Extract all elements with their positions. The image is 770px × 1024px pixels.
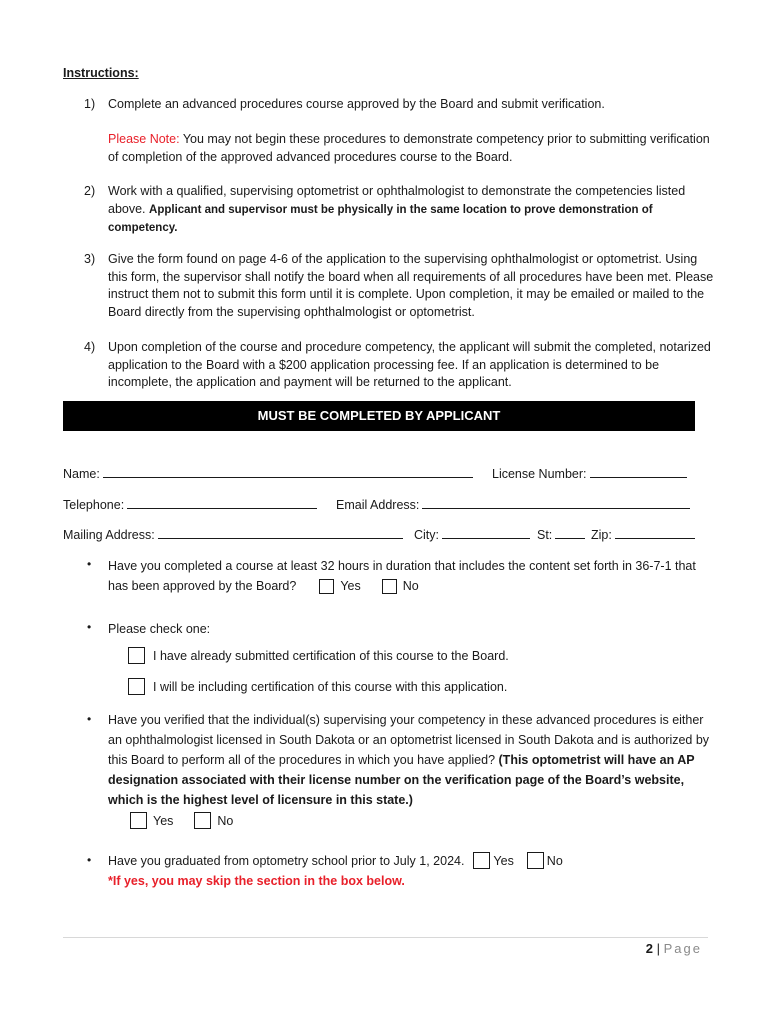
q1-yes-label: Yes	[340, 579, 361, 593]
q4-yes-label: Yes	[493, 854, 514, 868]
state-label: St:	[537, 528, 553, 542]
item-text: Give the form found on page 4-6 of the application to the supervising ophthalmologist or optometrist. Using this form, the supervisor shall notify the board when all requirements of all procedures have been met. Please instruct them not to submit this form until it is complete. Upon completion, it may be emailed or mailed to the Board directly from the supervising ophthalmologist or optometrist.	[108, 252, 714, 319]
email-input-line[interactable]	[422, 496, 690, 509]
item-number: 2)	[84, 184, 96, 198]
bullet-icon: •	[87, 712, 92, 726]
item-text-bold: Applicant and supervisor must be physically in the same location to prove demonstration of competency.	[108, 203, 653, 234]
email-label: Email Address:	[336, 498, 420, 512]
zip-field[interactable]	[591, 526, 695, 542]
instruction-item-1	[84, 96, 714, 114]
question-supervisor-verified	[108, 710, 718, 810]
mailing-address-field[interactable]	[63, 526, 403, 542]
q2-including-checkbox[interactable]	[128, 678, 145, 695]
telephone-field[interactable]	[63, 496, 317, 512]
q3-yes-checkbox[interactable]	[130, 812, 147, 829]
q4-no-label: No	[546, 854, 563, 868]
email-field[interactable]	[336, 496, 690, 512]
item-text: Complete an advanced procedures course approved by the Board and submit verification.	[108, 97, 605, 111]
q1-yes-checkbox[interactable]	[319, 579, 334, 594]
q2-option-including[interactable]	[128, 678, 507, 695]
skip-warning: *If yes, you may skip the section in the box below.	[108, 874, 405, 888]
instructions-title: Instructions:	[63, 66, 139, 80]
question-text: Have you completed a course at least 32 hours in duration that includes the content set forth in 36-7-1 that has been approved by the Board?	[108, 559, 696, 593]
license-number-field[interactable]	[492, 465, 687, 481]
state-field[interactable]	[537, 526, 585, 542]
item-number: 4)	[84, 340, 96, 354]
applicant-section-banner: MUST BE COMPLETED BY APPLICANT	[63, 401, 695, 431]
instruction-item-3	[84, 251, 714, 321]
item-text-normal: Work with a qualified, supervising optometrist or ophthalmologist to demonstrate the competencies listed above.	[108, 184, 686, 216]
question-text: Have you graduated from optometry school prior to July 1, 2024.	[108, 854, 465, 868]
question-bold-text: (This optometrist will have an AP designation associated with their license number on the verification page of the Board’s website, which is the highest level of licensure in this state.)	[108, 753, 695, 807]
page-label: Page	[663, 941, 702, 956]
city-field[interactable]	[414, 526, 530, 542]
instruction-item-4	[84, 339, 714, 392]
question-check-one: Please check one:	[108, 622, 211, 636]
state-input-line[interactable]	[555, 526, 585, 539]
telephone-input-line[interactable]	[127, 496, 317, 509]
question-text: Have you verified that the individual(s) supervising your competency in these advanced procedures is either an ophthalmologist licensed in South Dakota or an optometrist licensed in South Dakota and is authorized by this Board to perform all of the procedures in which you have applied?	[108, 713, 710, 767]
note-label: Please Note:	[108, 132, 180, 146]
q2-including-label: I will be including certification of this course with this application.	[153, 680, 508, 694]
q3-yes-label: Yes	[153, 814, 174, 828]
mailing-address-label: Mailing Address:	[63, 528, 155, 542]
item-text	[108, 183, 714, 238]
q2-submitted-checkbox[interactable]	[128, 647, 145, 664]
q3-no-checkbox[interactable]	[194, 812, 211, 829]
city-label: City:	[414, 528, 439, 542]
mailing-address-input-line[interactable]	[158, 526, 403, 539]
item-text: Upon completion of the course and procedure competency, the applicant will submit the completed, notarized application to the Board with a $200 application processing fee. If an application is determined to be incomplete, the application and payment will be returned to the applicant.	[108, 340, 711, 389]
note-text: You may not begin these procedures to demonstrate competency prior to submitting verification of completion of the approved advanced procedures course to the Board.	[108, 132, 710, 164]
question-course-hours	[108, 556, 718, 596]
bullet-icon: •	[87, 853, 92, 867]
q1-no-label: No	[402, 579, 419, 593]
q1-no-checkbox[interactable]	[382, 579, 397, 594]
name-label: Name:	[63, 467, 100, 481]
name-field[interactable]	[63, 465, 473, 481]
zip-input-line[interactable]	[615, 526, 695, 539]
bullet-icon: •	[87, 557, 92, 571]
license-number-input-line[interactable]	[590, 465, 687, 478]
please-note	[108, 131, 718, 166]
city-input-line[interactable]	[442, 526, 530, 539]
item-number: 3)	[84, 252, 96, 266]
bullet-icon: •	[87, 620, 92, 634]
q3-options	[130, 812, 233, 829]
item-number: 1)	[84, 97, 96, 111]
instruction-item-2	[84, 183, 714, 238]
name-input-line[interactable]	[103, 465, 473, 478]
q2-submitted-label: I have already submitted certification of this course to the Board.	[153, 649, 509, 663]
zip-label: Zip:	[591, 528, 612, 542]
footer-divider	[63, 937, 708, 938]
page-footer	[580, 941, 702, 956]
license-number-label: License Number:	[492, 467, 587, 481]
question-graduated	[108, 851, 718, 871]
q3-no-label: No	[217, 814, 234, 828]
q4-yes-checkbox[interactable]	[473, 852, 490, 869]
page-separator: |	[656, 941, 660, 956]
q4-no-checkbox[interactable]	[527, 852, 544, 869]
page-number: 2	[645, 941, 653, 956]
q2-option-submitted[interactable]	[128, 647, 509, 664]
telephone-label: Telephone:	[63, 498, 125, 512]
